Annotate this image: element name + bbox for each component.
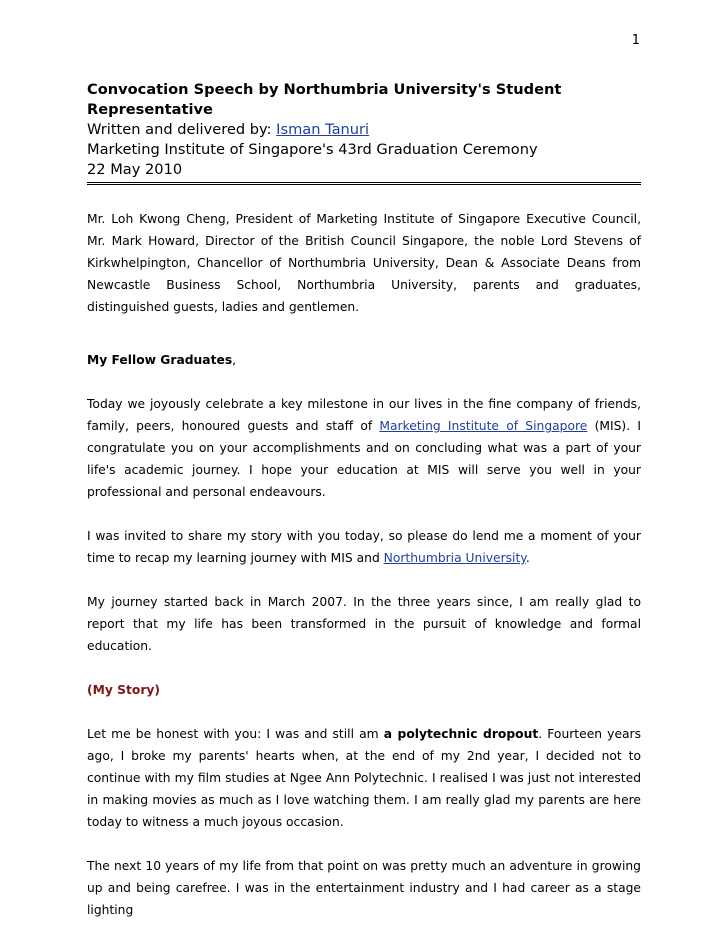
author-link[interactable]: Isman Tanuri [276,121,370,138]
paragraph-invitation [87,525,641,569]
speech-title: Convocation Speech by Northumbria University's Student Representative [87,81,562,118]
page-number: 1 [631,33,640,48]
p5-text-after: . Fourteen years ago, I broke my parents' hearts when, at the end of my 2nd year, I decided not to continue with my film studies at Ngee Ann Polytechnic. I realised I was just not interested in making movies as much as I love watching them. I am really glad my parents are here today to witness a much joyous occasion. [87,727,642,829]
speech-header [87,80,641,185]
speech-date: 22 May 2010 [87,161,183,178]
salutation-tail: , [232,353,237,367]
mis-link[interactable]: Marketing Institute of Singapore [379,419,588,433]
paragraph-journey: My journey started back in March 2007. In the three years since, I am really glad to report that my life has been transformed in the pursuit of knowledge and formal education. [87,595,641,653]
paragraph-acknowledgements: Mr. Loh Kwong Cheng, President of Marketing Institute of Singapore Executive Council, Mr. Mark Howard, Director of the British Council Singapore, the noble Lord Stevens of Kirkwhelpington, Chancellor of Northumbria University, Dean & Associate Deans from Newcastle Business School, Northumbria University, parents and graduates, distinguished guests, ladies and gentlemen. [87,212,641,314]
document-body [87,80,641,921]
paragraph-salutation [87,349,641,371]
p2-text-after: (MIS). I congratulate you on your accomplishments and on concluding what was a part of your life's academic journey. I hope your education at MIS will serve you well in your professional and personal endeavours. [87,419,641,499]
salutation-bold: My Fellow Graduates [87,353,233,367]
event-name: Marketing Institute of Singapore's 43rd Graduation Ceremony [87,141,538,158]
p3-text-after: . [525,551,530,565]
byline-prefix: Written and delivered by: [87,121,277,138]
story-heading: (My Story) [87,683,161,697]
p5-bold-text: a polytechnic dropout [383,727,539,741]
byline [87,120,641,140]
northumbria-link[interactable]: Northumbria University [383,551,526,565]
p5-text-before: Let me be honest with you: I was and still am [87,727,384,741]
p3-text-before: I was invited to share my story with you today, so please do lend me a moment of your time to recap my learning journey with MIS and [87,529,641,565]
paragraph-next-years: The next 10 years of my life from that point on was pretty much an adventure in growing up and being carefree. I was in the entertainment industry and I had career as a stage lighting [87,859,641,917]
paragraph-dropout [87,723,641,833]
p2-text-before: Today we joyously celebrate a key milestone in our lives in the fine company of friends, family, peers, honoured guests and staff of [87,397,641,433]
paragraph-celebration [87,393,641,503]
